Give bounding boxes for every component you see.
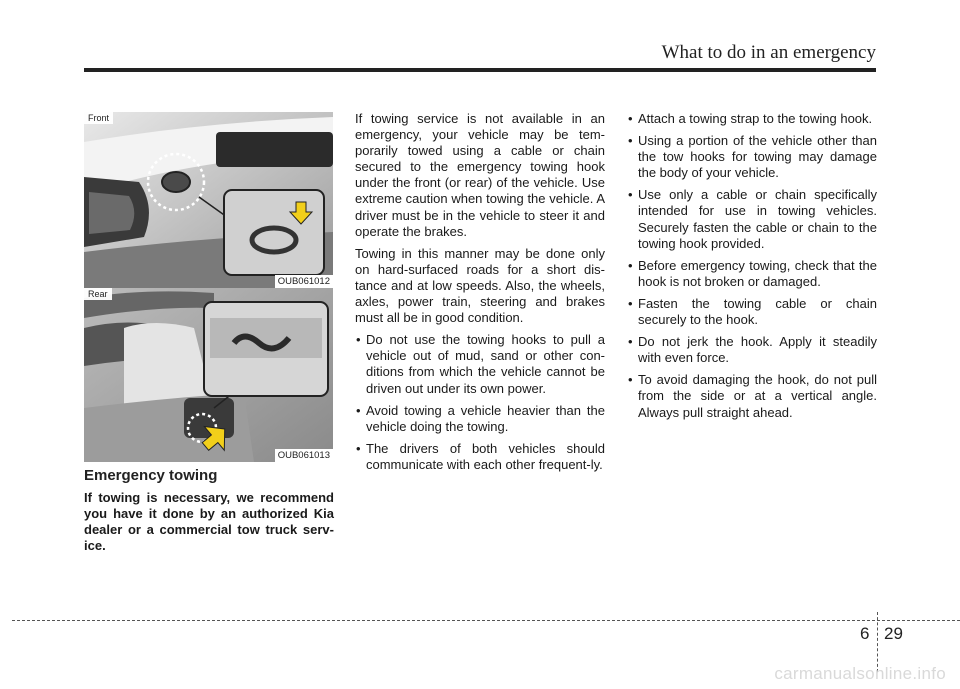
- towing-paragraph-2: Towing in this manner may be done only on hard-surfaced roads for a short dis-tance and at low speeds. Also, the wheels, axles, power train, steering and brakes must all be in good condition.: [355, 245, 605, 326]
- towing-paragraph-1: If towing service is not available in an emergency, your vehicle may be tem-porarily towed using a cable or chain secured to the emergency towing hook under the front (or rear) of the vehicle. Use extreme caution when towing the vehicle. A driver must be in the vehicle to steer it and operate the brakes.: [355, 111, 605, 239]
- footer-rule: [12, 620, 960, 621]
- section-title: Emergency towing: [84, 467, 218, 484]
- list-item: • Avoid towing a vehicle heavier than the vehicle doing the towing.: [355, 403, 605, 435]
- rear-label: Rear: [84, 288, 112, 300]
- front-hook-photo: [84, 112, 333, 288]
- list-item: • Do not jerk the hook. Apply it steadily with even force.: [627, 334, 877, 366]
- footer-divider: [877, 612, 878, 672]
- rear-figure-code: OUB061013: [275, 449, 333, 462]
- list-item: • Before emergency towing, check that the hook is not broken or damaged.: [627, 258, 877, 290]
- list-item: • The drivers of both vehicles should communicate with each other frequent-ly.: [355, 441, 605, 473]
- page-number: 29: [884, 624, 903, 643]
- front-hook-illustration: [84, 112, 333, 288]
- list-item: • To avoid damaging the hook, do not pull from the side or at a vertical angle. Always pull straight ahead.: [627, 372, 877, 420]
- towing-instructions-list: [627, 111, 877, 421]
- towing-cautions-list: [355, 332, 605, 473]
- rear-hook-photo: [84, 288, 333, 462]
- list-item: • Attach a towing strap to the towing hook.: [627, 111, 877, 127]
- column-middle: [355, 111, 605, 479]
- watermark: carmanualsonline.info: [774, 664, 946, 683]
- chapter-number: 6: [860, 624, 870, 643]
- header-rule: [84, 68, 876, 72]
- list-item: • Fasten the towing cable or chain securely to the hook.: [627, 296, 877, 328]
- header-title: What to do in an emergency: [661, 42, 876, 63]
- front-figure-code: OUB061012: [275, 275, 333, 288]
- front-label: Front: [84, 112, 113, 124]
- intro-bold-paragraph: If towing is necessary, we recommend you have it done by an authorized Kia dealer or a commercial tow truck serv-ice.: [84, 490, 334, 553]
- rear-hook-illustration: [84, 288, 333, 462]
- list-item: • Use only a cable or chain specifically intended for use in towing vehicles. Securely fasten the cable or chain to the towing hook provided.: [627, 187, 877, 251]
- list-item: • Using a portion of the vehicle other than the tow hooks for towing may damage the body of your vehicle.: [627, 133, 877, 181]
- column-right: [627, 111, 877, 427]
- list-item: • Do not use the towing hooks to pull a vehicle out of mud, sand or other con-ditions from which the vehicle cannot be driven out under its own power.: [355, 332, 605, 396]
